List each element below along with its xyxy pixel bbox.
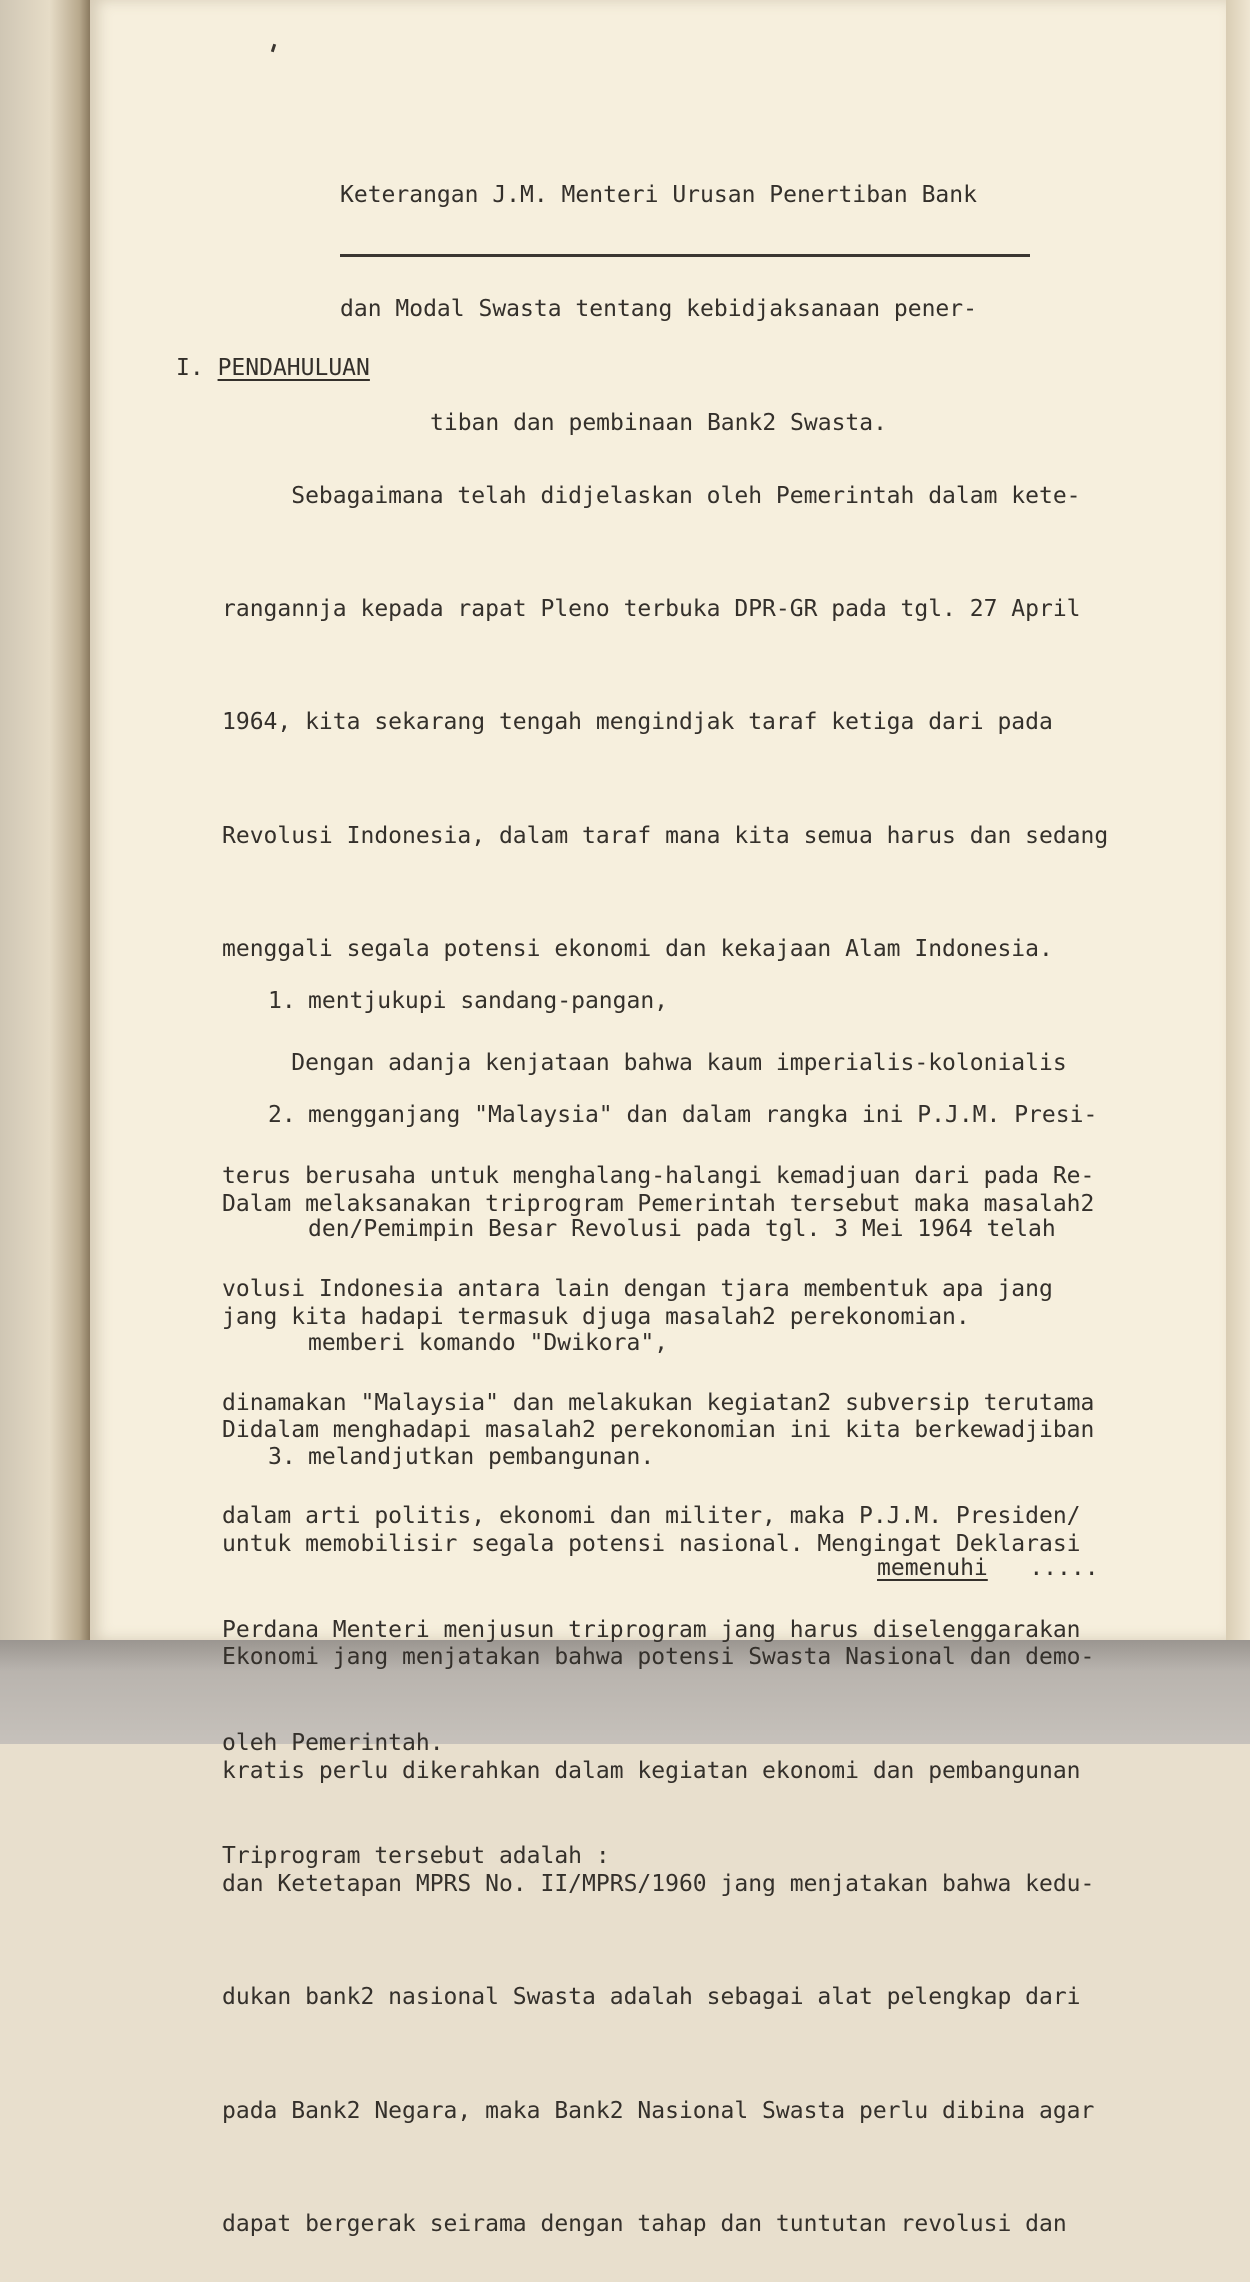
text-line: rangannja kepada rapat Pleno terbuka DPR-GR pada tgl. 27 April [222,595,1081,622]
text-line: volusi Indonesia antara lain dengan tjara membentuk apa jang [222,1276,1053,1303]
list-text: mentjukupi sandang-pangan, [308,988,669,1014]
section-title: PENDAHULUAN [217,355,370,381]
text-line: pada Bank2 Negara, maka Bank2 Nasional Swasta perlu dibina agar [222,2097,1095,2124]
text-line: Triprogram tersebut adalah : [222,1843,610,1870]
title-divider [340,254,1030,257]
list-text: melandjutkan pembangunan. [308,1444,655,1470]
page-edge [1226,0,1250,1640]
list-number: 1. [268,988,296,1014]
text-line: dalam arti politis, ekonomi dan militer, maka P.J.M. Presiden/ [222,1503,1081,1530]
text-line: Didalam menghadapi masalah2 perekonomian ini kita berkewadjiban [222,1417,1095,1444]
text-line: Sebagaimana telah didjelaskan oleh Pemerintah dalam kete- [222,482,1081,509]
text-line: Dengan adanja kenjataan bahwa kaum imperialis-kolonialis [222,1049,1067,1076]
paragraph-body [222,1110,1094,2282]
list-item-continuation: den/Pemimpin Besar Revolusi pada tgl. 3 Mei 1964 telah [308,1216,1056,1242]
text-line: dukan bank2 nasional Swasta adalah sebagai alat pelengkap dari [222,1984,1081,2011]
catchword: memenuhi [877,1555,988,1581]
text-line: oleh Pemerintah. [222,1729,444,1756]
title-line-1: Keterangan J.M. Menteri Urusan Penertiban Bank [340,182,977,208]
text-line: jang kita hadapi termasuk djuga masalah2 perekonomian. [222,1303,970,1330]
text-line: Ekonomi jang menjatakan bahwa potensi Swasta Nasional dan demo- [222,1644,1095,1671]
text-line: dapat bergerak seirama dengan tahap dan tuntutan revolusi dan [222,2211,1067,2238]
list-text: mengganjang "Malaysia" dan dalam rangka ini P.J.M. Presi- [308,1102,1098,1128]
list-item-continuation: memberi komando "Dwikora", [308,1330,669,1356]
text-line: Revolusi Indonesia, dalam taraf mana kita semua harus dan sedang [222,822,1109,849]
continuation-dots: ..... [1029,1555,1099,1581]
title-line-2: dan Modal Swasta tentang kebidjaksanaan pener- [340,296,977,322]
section-heading [176,355,370,381]
text-line: menggali segala potensi ekonomi dan kekajaan Alam Indonesia. [222,936,1053,963]
footer-gap [988,1555,1030,1581]
text-line: Perdana Menteri menjusun triprogram jang harus diselenggarakan [222,1616,1081,1643]
text-line: untuk memobilisir segala potensi nasional. Mengingat Deklarasi [222,1530,1081,1557]
text-line: kratis perlu dikerahkan dalam kegiatan ekonomi dan pembangunan [222,1757,1081,1784]
list-item [268,982,1097,1020]
section-number: I. [176,355,204,381]
list-number: 3. [268,1444,296,1470]
text-line: Dalam melaksanakan triprogram Pemerintah tersebut maka masalah2 [222,1190,1095,1217]
list-number: 2. [268,1102,296,1128]
title-line-3: tiban dan pembinaan Bank2 Swasta. [430,410,887,436]
page-footer [877,1555,1099,1581]
book-binding [0,0,90,1744]
text-line: terus berusaha untuk menghalang-halangi kemadjuan dari pada Re- [222,1162,1095,1189]
text-line: 1964, kita sekarang tengah mengindjak taraf ketiga dari pada [222,709,1053,736]
text-line: dan Ketetapan MPRS No. II/MPRS/1960 jang menjatakan bahwa kedu- [222,1870,1095,1897]
text-line: dinamakan "Malaysia" dan melakukan kegiatan2 subversip terutama [222,1389,1095,1416]
